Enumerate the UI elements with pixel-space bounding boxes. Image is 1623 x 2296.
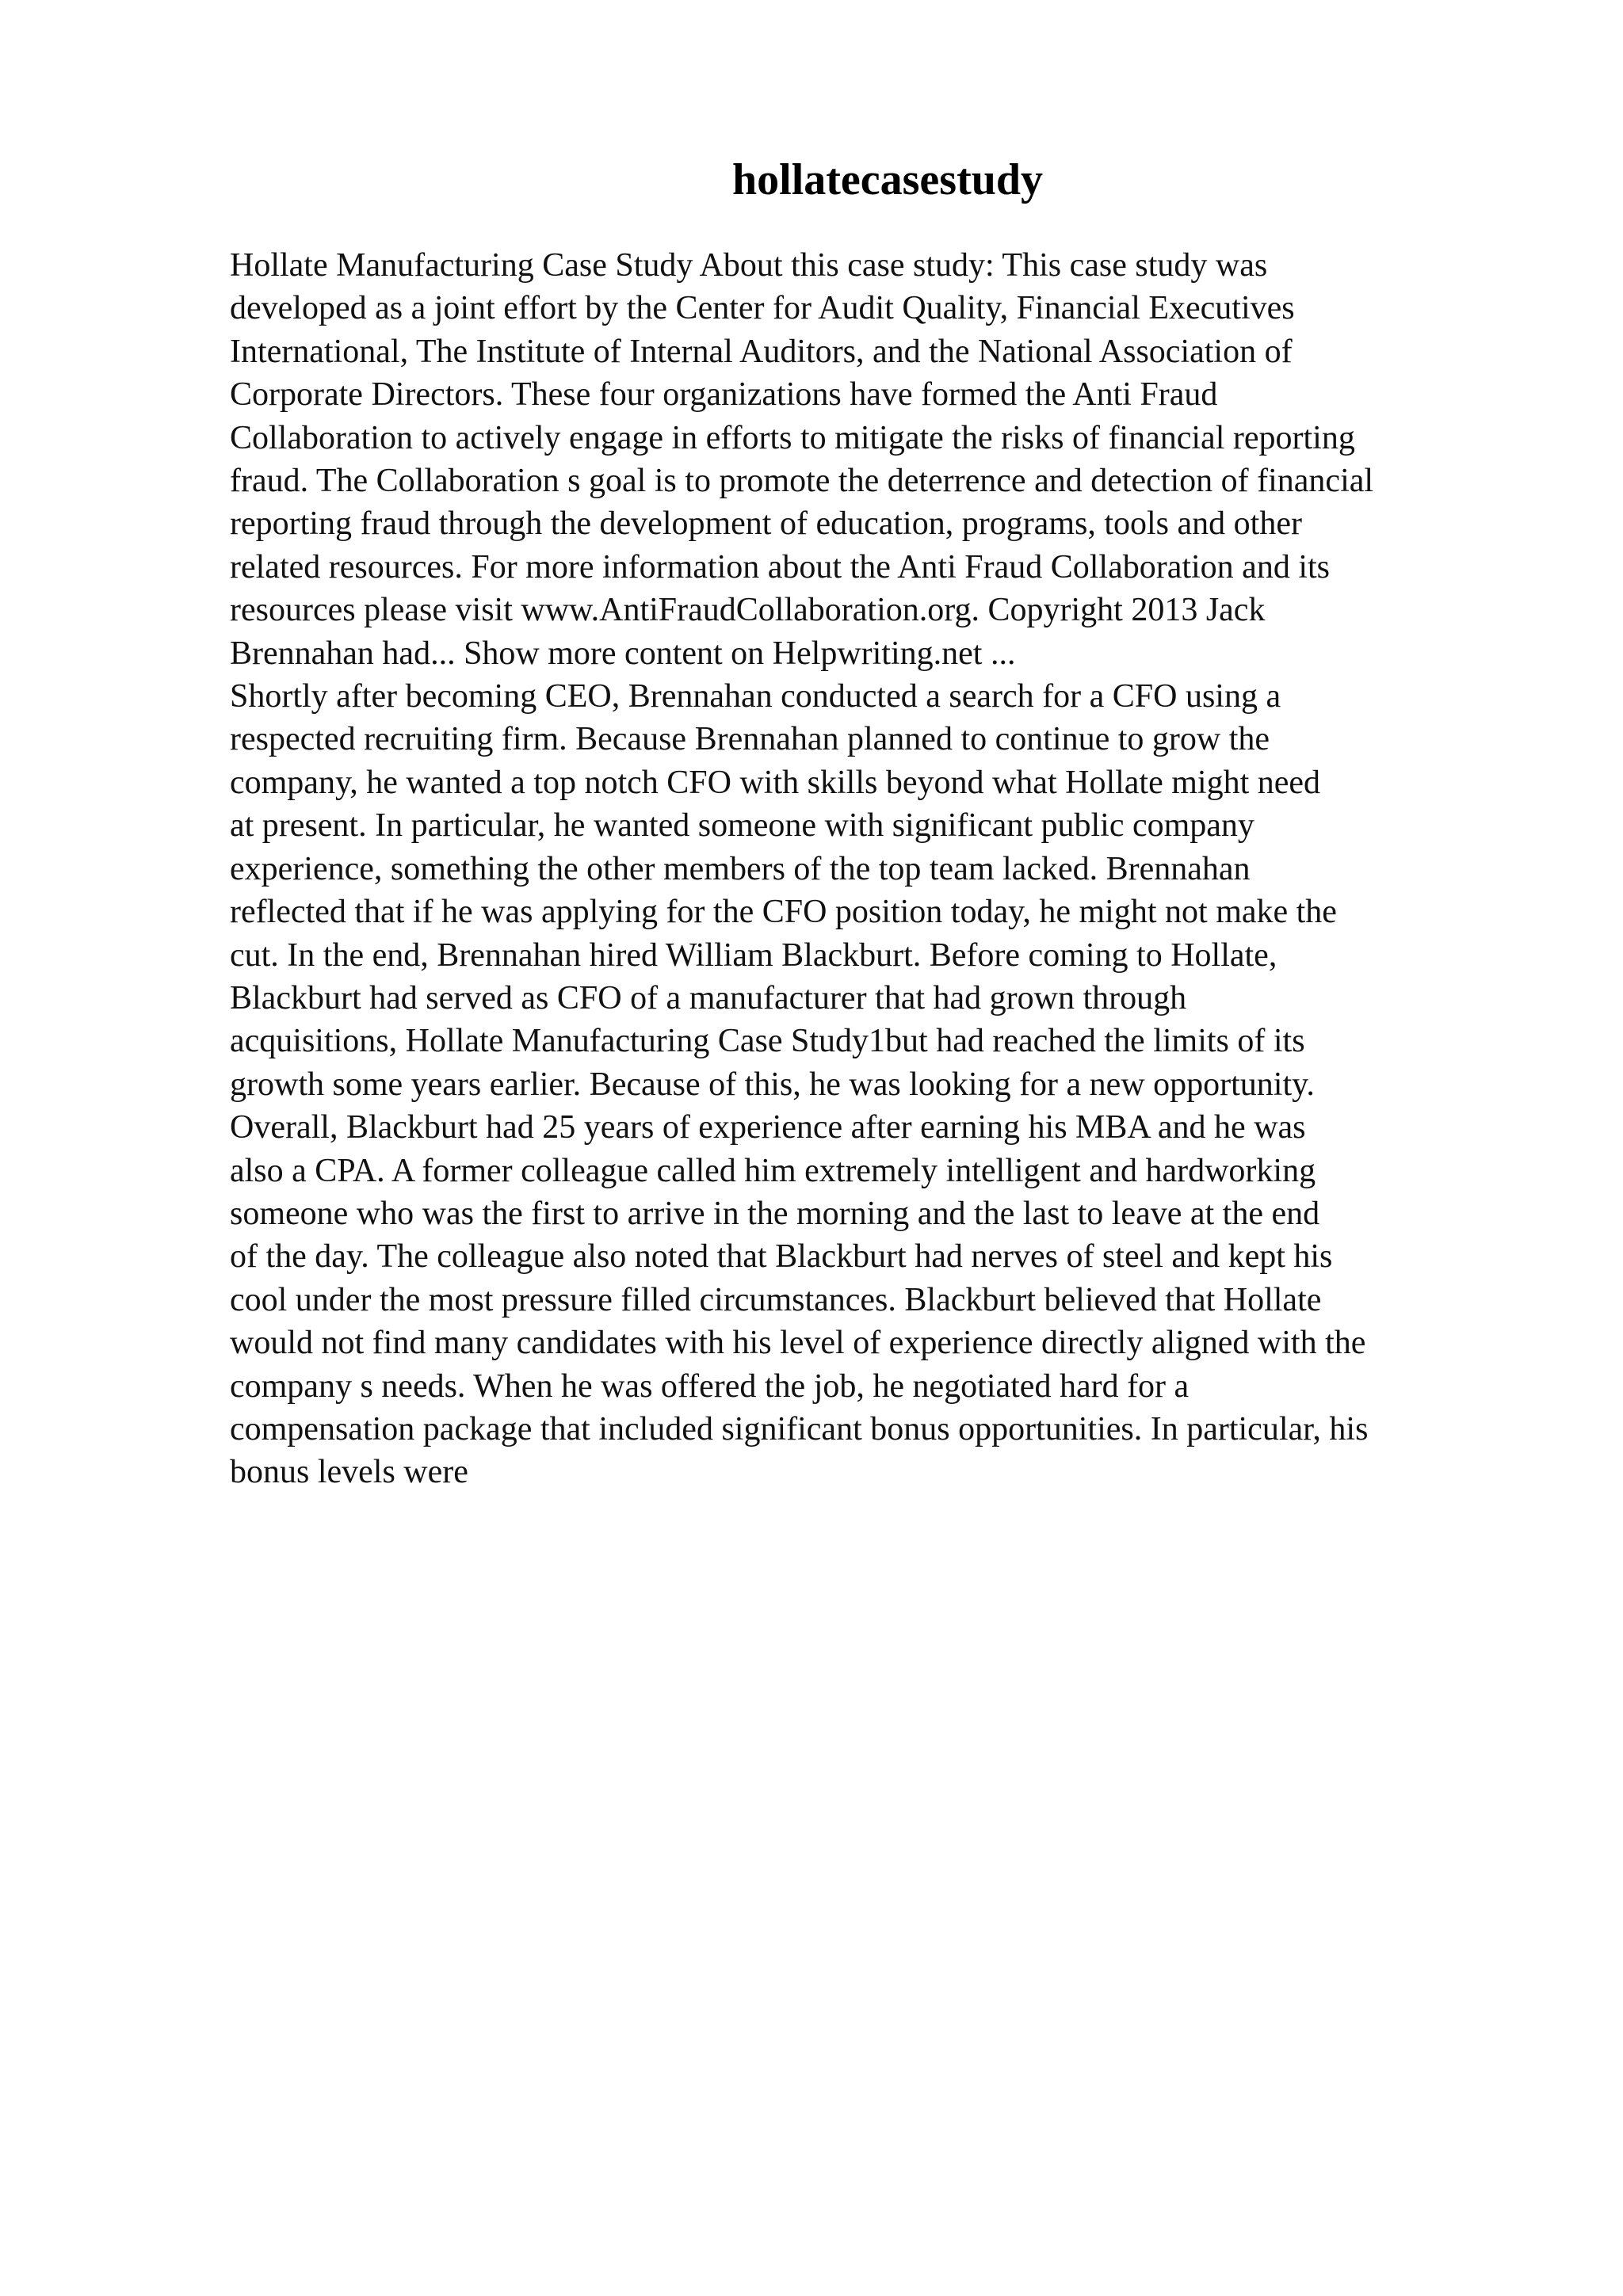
text-line: also a CPA. A former colleague called him extremely intelligent and hardworking bbox=[230, 1152, 1316, 1189]
text-line: growth some years earlier. Because of this, he was looking for a new opportunity. bbox=[230, 1066, 1315, 1103]
document-body bbox=[230, 244, 1514, 1494]
text-line: reporting fraud through the development of education, programs, tools and other bbox=[230, 505, 1302, 543]
text-line: fraud. The Collaboration s goal is to promote the deterrence and detection of financial bbox=[230, 463, 1374, 500]
text-line: respected recruiting firm. Because Brennahan planned to continue to grow the bbox=[230, 721, 1270, 758]
text-line: Brennahan had... Show more content on Helpwriting.net ... bbox=[230, 635, 1016, 672]
text-line: cool under the most pressure filled circumstances. Blackburt believed that Hollate bbox=[230, 1281, 1322, 1318]
text-line: cut. In the end, Brennahan hired William Blackburt. Before coming to Hollate, bbox=[230, 936, 1277, 974]
text-line: someone who was the first to arrive in the morning and the last to leave at the end bbox=[230, 1195, 1320, 1232]
text-line: company s needs. When he was offered the job, he negotiated hard for a bbox=[230, 1367, 1190, 1405]
text-line: acquisitions, Hollate Manufacturing Case Study1but had reached the limits of its bbox=[230, 1023, 1305, 1060]
paragraph-main bbox=[230, 675, 1514, 1494]
document-title: hollatecasestudy bbox=[732, 155, 1043, 204]
text-line: experience, something the other members of the top team lacked. Brennahan bbox=[230, 850, 1251, 887]
text-line: Hollate Manufacturing Case Study About this case study: This case study was bbox=[230, 247, 1268, 284]
text-line: resources please visit www.AntiFraudCollaboration.org. Copyright 2013 Jack bbox=[230, 592, 1266, 629]
text-line: Overall, Blackburt had 25 years of experience after earning his MBA and he was bbox=[230, 1109, 1306, 1146]
text-line: would not find many candidates with his level of experience directly aligned with the bbox=[230, 1325, 1366, 1362]
text-line: Collaboration to actively engage in efforts to mitigate the risks of financial reporting bbox=[230, 419, 1355, 456]
text-line: International, The Institute of Internal Auditors, and the National Association of bbox=[230, 333, 1293, 370]
text-line: compensation package that included significant bonus opportunities. In particular, his bbox=[230, 1410, 1369, 1447]
text-line: Shortly after becoming CEO, Brennahan conducted a search for a CFO using a bbox=[230, 678, 1281, 715]
text-line: developed as a joint effort by the Center for Audit Quality, Financial Executives bbox=[230, 290, 1295, 327]
text-line: Blackburt had served as CFO of a manufacturer that had grown through bbox=[230, 979, 1187, 1016]
text-line: company, he wanted a top notch CFO with skills beyond what Hollate might need bbox=[230, 764, 1321, 801]
text-line: at present. In particular, he wanted someone with significant public company bbox=[230, 807, 1254, 845]
text-line: of the day. The colleague also noted that Blackburt had nerves of steel and kept his bbox=[230, 1238, 1333, 1276]
text-line: bonus levels were bbox=[230, 1454, 468, 1491]
text-line: Corporate Directors. These four organizations have formed the Anti Fraud bbox=[230, 376, 1218, 414]
text-line: reflected that if he was applying for the CFO position today, he might not make the bbox=[230, 894, 1337, 931]
paragraph-intro bbox=[230, 244, 1514, 675]
text-line: related resources. For more information about the Anti Fraud Collaboration and its bbox=[230, 548, 1331, 585]
